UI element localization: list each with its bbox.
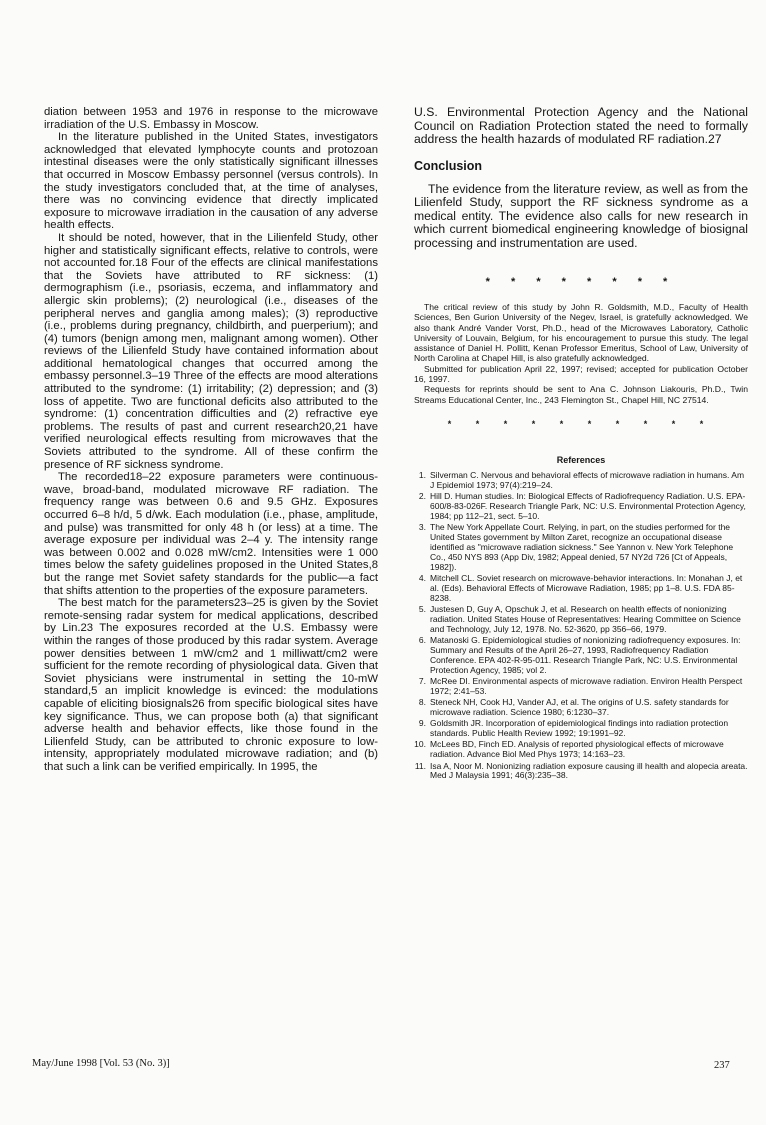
submission-note: Submitted for publication April 22, 1997; revised; accepted for publication October 16, 1997.	[414, 363, 748, 385]
reference-item: 8. Steneck NH, Cook HJ, Vander AJ, et al. The origins of U.S. safety standards for microwave radiation. Science 1980; 6:1230–37.	[418, 697, 729, 718]
body-paragraph: U.S. Environmental Protection Agency and the National Council on Radiation Protection stated the need to formally address the health hazards of modulated RF radiation.27	[414, 105, 748, 146]
reference-item: 3. The New York Appellate Court. Relying, in part, on the studies performed for the United States government by Milton Zaret, recognize an occupational disease identified as "microwave radiation sickness." See Yannon v. New York Telephone Co., 450 NYS 893 (App Div, 1982; Appeal denied, 57 NY2d 726 [Ct of Appeals, 1982]).	[418, 522, 734, 572]
reference-item: 1. Silverman C. Nervous and behavioral effects of microwave radiation in humans. Am J Epidemiol 1973; 97(4):219–24.	[418, 469, 745, 490]
section-heading-conclusion: Conclusion	[414, 158, 483, 173]
reference-item: 6. Matanoski G. Epidemiological studies of nonionizing radiofrequency exposures. In: Summary and Results of the April 26–27, 1993, Radiofrequency Radiation Conference. EPA 402-R-95-011. Research Triangle Park, NC: U.S. Environmental Protection Agency, 1985; vol 2.	[418, 635, 741, 676]
reference-item: 4. Mitchell CL. Soviet research on microwave-behavior interactions. In: Monahan J, et al. (Eds). Behavioral Effects of Microwave Radiation, 1985; pp 1–8. U.S. FDA 85-8238.	[418, 573, 743, 603]
left-column	[44, 106, 378, 773]
right-column	[414, 106, 748, 783]
acknowledgments	[414, 302, 748, 405]
body-paragraph: diation between 1953 and 1976 in response to the microwave irradiation of the U.S. Embassy in Moscow.	[44, 106, 378, 131]
reference-item: 9. Goldsmith JR. Incorporation of epidemiological findings into radiation protection standards. Public Health Review 1992; 19:1991–92.	[418, 718, 729, 739]
reference-item: 2. Hill D. Human studies. In: Biological Effects of Radiofrequency Radiation. U.S. EPA-600/8-83-026F. Research Triangle Park, NC: U.S. Environmental Protection Agency, 1984; pp 112–21, sect. 5–10.	[418, 491, 746, 521]
conclusion-paragraph: The evidence from the literature review, as well as from the Lilienfeld Study, support the RF sickness syndrome as a medical entity. The evidence also calls for new research in which current biomedical engineering knowledge of biosignal processing and instrumentation are used.	[414, 181, 748, 250]
reference-list	[414, 471, 748, 781]
reference-item: 5. Justesen D, Guy A, Opschuk J, et al. Research on health effects of nonionizing radiation. United States House of Representatives: Hearing Committee on Science and Technology, July 12, 1978. No. 52-3620, pp 356–66, 1979.	[418, 604, 741, 635]
acknowledgment-paragraph: The critical review of this study by John R. Goldsmith, M.D., Faculty of Health Sciences, Ben Gurion University of the Negev, Israel, is gratefully acknowledged. We also thank André Vander Vorst, Ph.D., head of the Microwaves Laboratory, Catholic University of Louvain, Belgium, for his encouragement to pursue this study. The legal assistance of Daniel H. Pollitt, Kenan Professor Emeritus, School of Law, University of North Carolina at Chapel Hill, is also gratefully acknowledged.	[414, 302, 748, 364]
section-separator: * * * * * * * *	[485, 276, 677, 288]
body-paragraph: In the literature published in the United States, investigators acknowledged that elevated lymphocyte counts and protozoan intestinal diseases were the only statistically significant illnesses that occurred in Moscow Embassy personnel (versus controls). In the study investigators concluded that, at the time of analyses, there was no convincing evidence that directly implicated exposure to microwave irradiation in the causation of any adverse health effects.	[44, 131, 378, 232]
references-heading: References	[556, 454, 606, 465]
body-paragraph: It should be noted, however, that in the Lilienfeld Study, other higher and statistically significant effects, relative to controls, were not accounted for.18 Four of the effects are clinical manifestations that the Soviets have attributed to RF sickness: (1) dermographism (i.e., psoriasis, eczema, and inflammatory and allergic skin problems); (2) neurological (i.e., diseases of the peripheral nerves and ganglia among males); (3) reproductive (i.e., problems during pregnancy, childbirth, and puerperium); and (4) tumors (benign among men, malignant among women). Other reviews of the Lilienfeld Study have contained information about additional hematological changes that occurred among the embassy personnel.3–19 Three of the effects are mood alterations attributed to the syndrome: (1) irritability; (2) depression; and (3) loss of appetite. Two are functional deficits also attributed to the syndrome: (1) concentration difficulties and (2) refractive eye problems. The results of past and current research20,21 have verified neurological effects resulting from microwaves that the Soviets attributed to the syndrome. All of these confirm the presence of RF sickness syndrome.	[44, 231, 378, 471]
reprint-request-note: Requests for reprints should be sent to Ana C. Johnson Liakouris, Ph.D., Twin Streams Educational Center, Inc., 243 Flemington St., Chapel Hill, NC 27514.	[414, 384, 748, 405]
reference-item: 11. Isa A, Noor M. Nonionizing radiation exposure causing ill health and alopecia areata. Med J Malaysia 1991; 46(3):235–38.	[414, 760, 748, 781]
reference-item: 7. McRee DI. Environmental aspects of microwave radiation. Environ Health Perspect 1972; 2:41–53.	[418, 676, 743, 697]
reference-item: 10. McLees BD, Finch ED. Analysis of reported physiological effects of microwave radiation. Advance Biol Med Phys 1973; 14:163–23.	[414, 739, 724, 760]
body-paragraph: The best match for the parameters23–25 is given by the Soviet remote-sensing radar system for medical applications, described by Lin.23 The exposures recorded at the U.S. Embassy were within the ranges of those produced by this radar system. Average power densities between 1 mW/cm2 and 1 milliwatt/cm2 were sufficient for the remote recording of physiological data. Given that Soviet physicians were instrumental in setting the 10-mW standard,5 an implicit knowledge is evinced: the modulations capable of eliciting biosignals26 from specific biological sites have key significance. Thus, we can propose both (a) that significant adverse health and behavior effects, like those found in the Lilienfeld Study, can be attributed to chronic exposure to low-intensity, appropriately modulated microwave radiation; and (b) that such a link can be verified empirically. In 1995, the	[44, 597, 378, 773]
body-paragraph: The recorded18–22 exposure parameters were continuous-wave, broad-band, modulated microwave RF radiation. The frequency range was between 0.6 and 9.5 GHz. Exposures occurred 6–8 h/d, 5 d/wk. Each modulation (i.e., phase, amplitude, and pulse) was transmitted for only 48 h (or less) at a time. The average exposure per individual was 2–4 y. The intensity range was between 0.002 and 0.028 mW/cm2. Intensities were 1 000 times below the safety guidelines proposed in the United States,8 but the range met Soviet safety standards for the public—a fact that shifts attention to the properties of the exposure parameters.	[44, 471, 378, 597]
journal-footer: May/June 1998 [Vol. 53 (No. 3)]	[32, 1058, 170, 1069]
page-number: 237	[714, 1060, 730, 1071]
section-separator: * * * * * * * * * *	[447, 418, 715, 429]
